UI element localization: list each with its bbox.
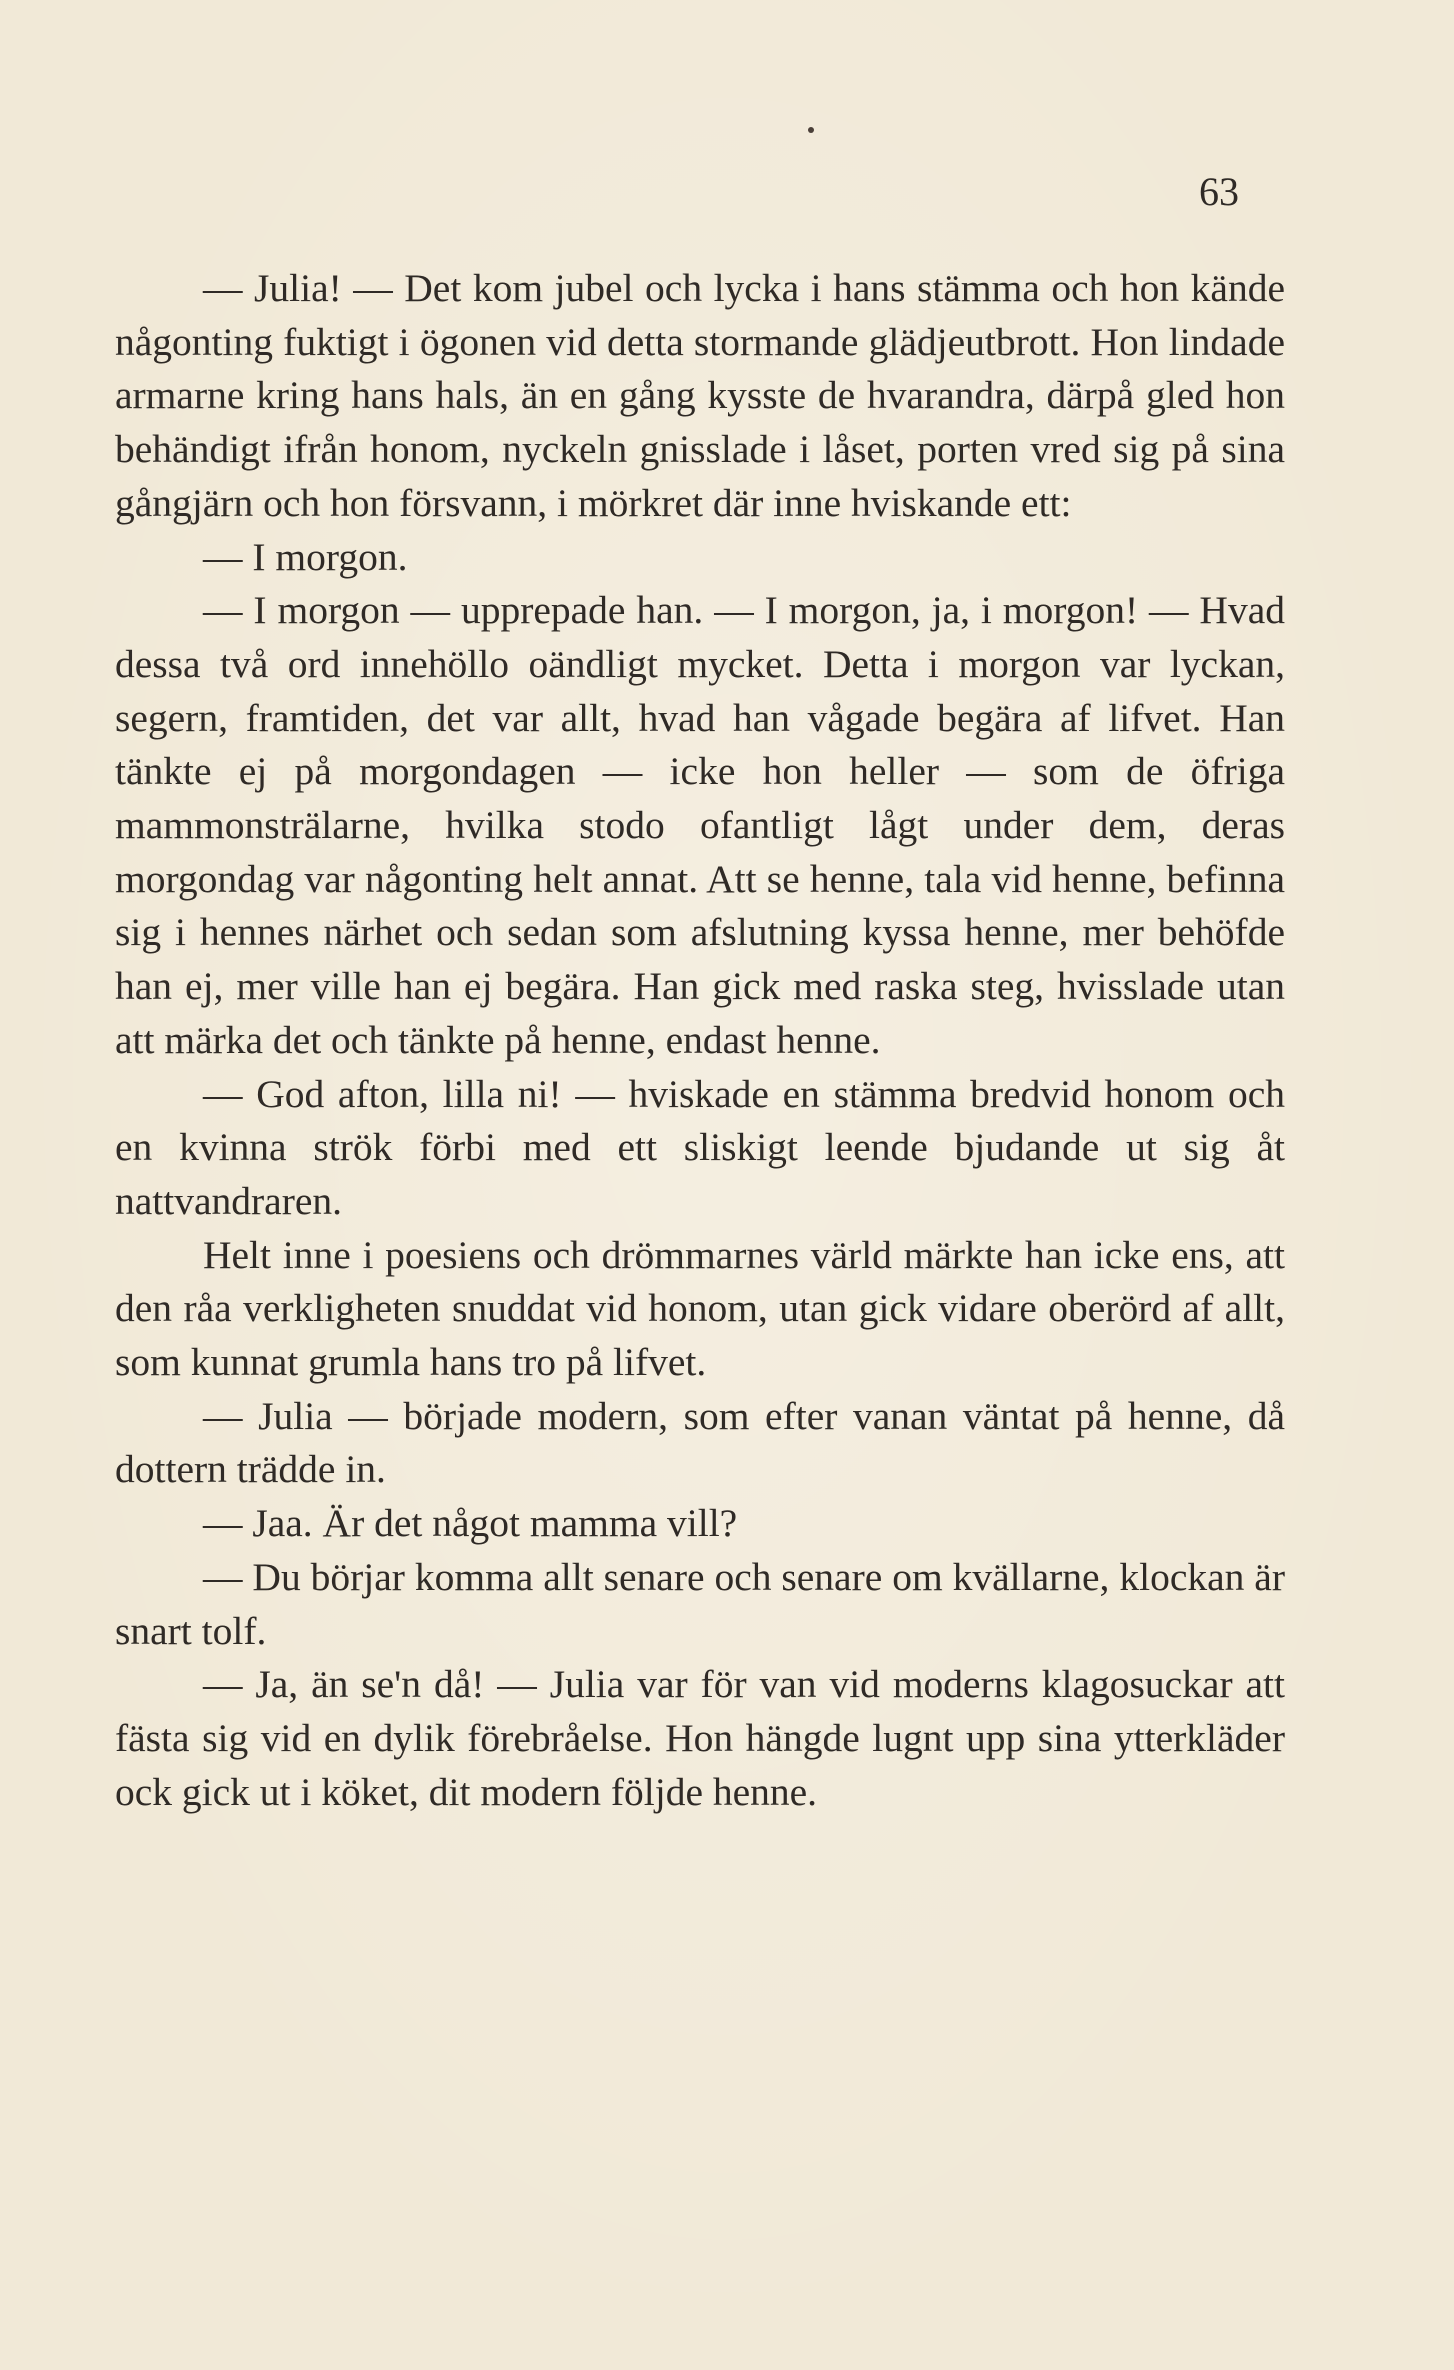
paragraph: — I morgon — upprepade han. — I morgon, ja, i morgon! — Hvad dessa två ord innehöllo oändligt mycket. Detta i morgon var lyckan, segern, framtiden, det var allt, hvad han vågade begära af lifvet. Han tänkte ej på morgondagen — icke hon heller — som de öfriga mammonsträlarne, hvilka stodo ofantligt lågt under dem, deras morgondag var någonting helt annat. Att se henne, tala vid henne, befinna sig i hennes närhet och sedan som afslutning kyssa henne, mer behöfde han ej, mer ville han ej begära. Han gick med raska steg, hvisslade utan att märka det och tänkte på henne, endast henne. [115,588,1285,1062]
body-text [115,262,1285,1819]
paragraph: — Ja, än se'n då! — Julia var för van vid moderns klagosuckar att fästa sig vid en dylik förebråelse. Hon hängde lugnt upp sina ytterkläder ock gick ut i köket, dit modern följde henne. [115,1662,1285,1814]
ink-speck [808,127,814,133]
paragraph: — Julia! — Det kom jubel och lycka i hans stämma och hon kände någonting fuktigt i ögonen vid detta stormande glädjeutbrott. Hon lindade armarne kring hans hals, än en gång kysste de hvarandra, därpå gled hon behändigt ifrån honom, nyckeln gnisslade i låset, porten vred sig på sina gångjärn och hon försvann, i mörkret där inne hviskande ett: [115,266,1285,525]
paragraph: — I morgon. [203,534,408,579]
paragraph: — God afton, lilla ni! — hviskade en stämma bredvid honom och en kvinna strök förbi med ett sliskigt leende bjudande ut sig åt nattvandraren. [115,1071,1285,1223]
page-number: 63 [1199,169,1239,214]
paragraph: — Julia — började modern, som efter vanan väntat på henne, då dottern trädde in. [115,1393,1285,1492]
paragraph: Helt inne i poesiens och drömmarnes värld märkte han icke ens, att den råa verkligheten snuddat vid honom, utan gick vidare oberörd af allt, som kunnat grumla hans tro på lifvet. [115,1232,1285,1385]
paragraph: — Jaa. Är det något mamma vill? [203,1501,738,1546]
paragraph: — Du börjar komma allt senare och senare om kvällarne, klockan är snart tolf. [115,1554,1285,1653]
